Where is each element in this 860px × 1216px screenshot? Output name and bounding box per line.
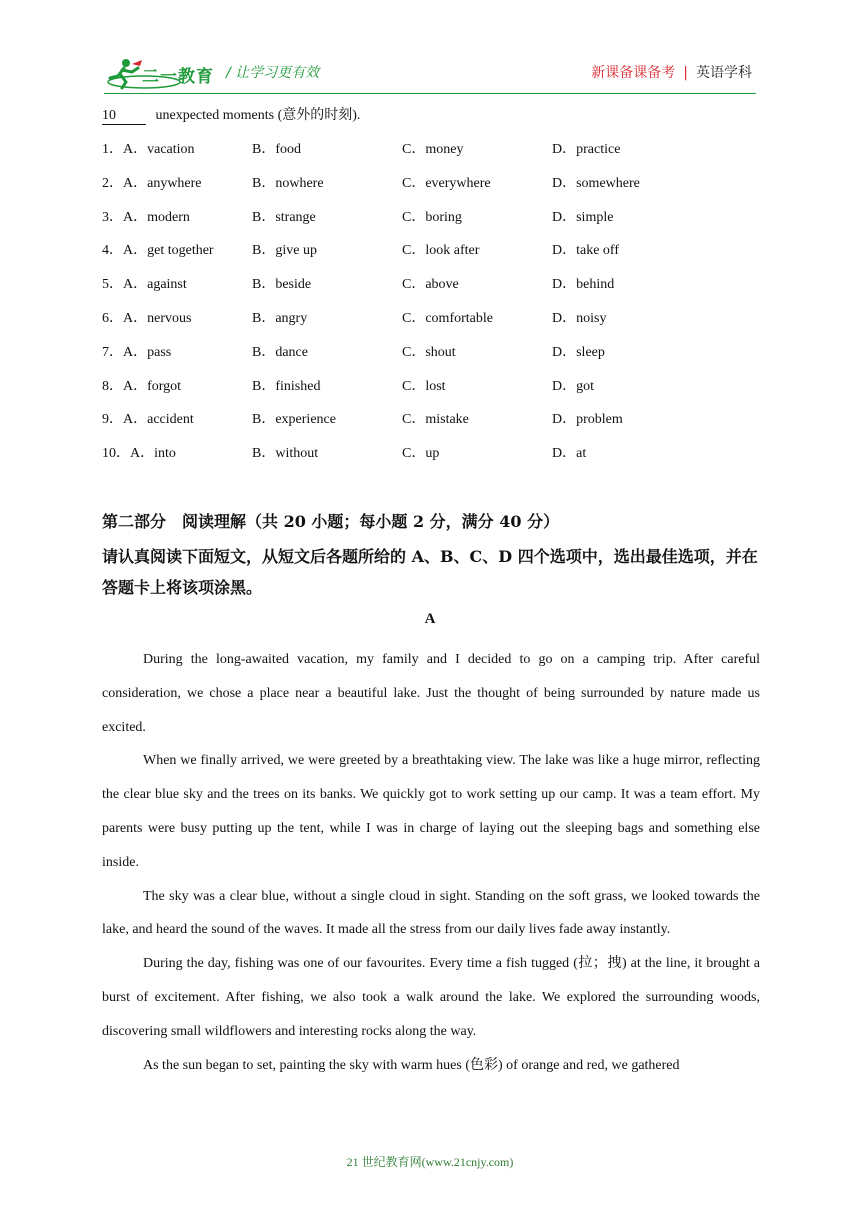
page-footer: 21 世纪教育网(www.21cnjy.com) [346, 1155, 514, 1169]
option-c: C．shout [402, 344, 456, 360]
header-subject-label: 英语学科 [696, 65, 752, 81]
option-a: 4．A．get together [102, 243, 214, 259]
header-course-label: 新课备课备考 [591, 65, 676, 81]
paragraph: When we finally arrived, we were greeted by a breathtaking view. The lake was like a huge mirror, reflecting the clear blue sky and the trees on its banks. We quickly got to work setting up our camp. It was a team effort. My parents were busy putting up the tent, while I was in charge of laying out the sleeping bags and something else inside. [102, 753, 760, 870]
option-d: D．noisy [552, 310, 607, 326]
option-b: B．without [252, 446, 319, 462]
option-c: C．everywhere [402, 175, 491, 191]
option-a: 6．A．nervous [102, 310, 192, 326]
option-c: C．boring [402, 209, 462, 225]
option-b: B．give up [252, 243, 317, 259]
option-c: C．lost [402, 378, 446, 394]
option-a: 10．A．into [102, 446, 176, 462]
option-b: B．angry [252, 310, 308, 326]
option-d: D．problem [552, 412, 623, 428]
paragraph: As the sun began to set, painting the sky with warm hues (色彩) of orange and red, we gathered [143, 1057, 680, 1073]
option-c: C．up [402, 446, 440, 462]
option-c: C．above [402, 277, 459, 293]
option-row [102, 442, 762, 476]
option-a: 9．A．accident [102, 412, 194, 428]
header-subject [591, 62, 752, 82]
option-a: 7．A．pass [102, 344, 172, 360]
option-a: 3．A．modern [102, 209, 190, 225]
option-row [102, 172, 762, 206]
option-d: D．simple [552, 209, 614, 225]
blank-number: 10 [102, 108, 146, 125]
options-list [102, 138, 762, 476]
passage-fragment [102, 104, 360, 125]
option-a: 2．A．anywhere [102, 175, 202, 191]
option-c: C．money [402, 142, 464, 157]
option-row [102, 408, 762, 442]
logo-text: 二一教育 [142, 67, 214, 87]
option-b: B．dance [252, 344, 308, 360]
slogan: / 让学习更有效 [226, 65, 320, 81]
option-c: C．mistake [402, 412, 469, 428]
option-d: D．got [552, 378, 594, 394]
page-header [0, 0, 860, 96]
option-a: 8．A．forgot [102, 378, 182, 394]
option-row [102, 239, 762, 273]
option-d: D．behind [552, 277, 615, 293]
option-row [102, 307, 762, 341]
section-instruction: 请认真阅读下面短文，从短文后各题所给的 A、B、C、D 四个选项中，选出最佳选项，并在答题卡上将该项涂黑。 [102, 547, 758, 597]
paragraph: During the day, fishing was one of our favourites. Every time a fish tugged (拉；拽) at the line, it brought a burst of excitement. After fishing, we also took a walk around the lake. We explored the surrounding woods, discovering small wildflowers and interesting rocks along the way. [102, 956, 760, 1039]
option-b: B．nowhere [252, 175, 324, 191]
option-row [102, 341, 762, 375]
option-d: D．practice [552, 142, 621, 157]
passage-body [102, 643, 760, 1082]
header-divider [104, 93, 756, 94]
option-b: B．beside [252, 277, 312, 293]
paragraph: During the long-awaited vacation, my family and I decided to go on a camping trip. After careful consideration, we chose a place near a beautiful lake. Just the thought of being surrounded by nature made us excited. [102, 652, 760, 735]
passage-label: A [424, 611, 436, 627]
header-separator: | [683, 65, 688, 81]
option-b: B．experience [252, 412, 336, 428]
option-d: D．sleep [552, 344, 605, 360]
section-title: 第二部分 阅读理解（共 20 小题；每小题 2 分，满分 40 分） [102, 512, 560, 531]
option-d: D．at [552, 446, 587, 462]
option-b: B．finished [252, 378, 321, 394]
option-b: B．strange [252, 209, 316, 225]
option-d: D．take off [552, 243, 619, 259]
option-a: 1．A．vacation [102, 142, 195, 157]
option-row [102, 273, 762, 307]
option-row [102, 138, 762, 172]
paragraph: The sky was a clear blue, without a single cloud in sight. Standing on the soft grass, we looked towards the lake, and heard the sound of the waves. It made all the stress from our daily lives fade away instantly. [102, 888, 760, 938]
option-row [102, 206, 762, 240]
option-row [102, 375, 762, 409]
option-c: C．comfortable [402, 310, 493, 326]
option-b: B．food [252, 142, 301, 157]
option-d: D．somewhere [552, 175, 640, 191]
fragment-text: unexpected moments (意外的时刻). [155, 108, 361, 123]
option-a: 5．A．against [102, 277, 187, 293]
option-c: C．look after [402, 243, 480, 259]
